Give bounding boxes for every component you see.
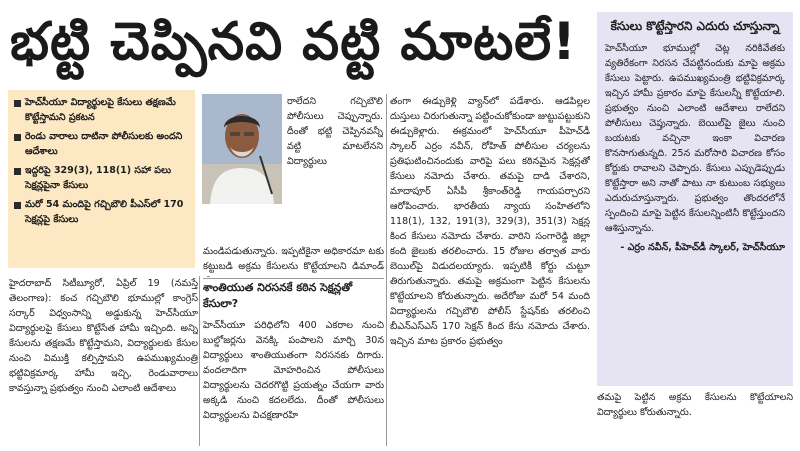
bullet-square-icon — [14, 202, 21, 209]
highlight-text: ఇద్దరిపై 329(3), 118(1) సహా పలు సెక్షన్లపైనా కేసులు — [25, 165, 171, 191]
bullet-square-icon — [14, 134, 21, 141]
bhatti-photo — [202, 94, 282, 204]
column-divider — [386, 94, 387, 446]
column-divider — [199, 276, 200, 446]
sidebar-body: హెచ్‌సీయూ భూముల్లో చెట్ల నరికివేతకు వ్యతిరేకంగా నిరసన చేపట్టినందుకు మాపై అక్రమ కేసులు పెట్టారు. ఉపముఖ్యమంత్రి భట్టివిక్రమార్క ఇచ్చిన హామీ ప్రకారం మాపై కేసులన్నీ కొట్టేయాలి. ప్రభుత్వం నుంచి ఎలాంటి ఆదేశాలు రాలేదని పోలీసులు చెప్తున్నారు. బెయిల్‌పై జైలు నుంచి బయటకు వచ్చినా ఇంకా విచారణ కొనసాగుతున్నది. 25న మరోసారి విచారణ కోసం కోర్టుకు రావాలని చెప్పారు. కేసులు ఎప్పుడెప్పుడు కొట్టేస్తారా అని నాతో పాటు నా కుటుంబ సభ్యులు ఎదురుచూస్తున్నారు. ప్రభుత్వం తొందరలోనే స్పందించి మాపై పెట్టిన కేసులన్నింటినీ కొట్టేస్తుందని ఆశిస్తున్నాను. — [605, 43, 785, 234]
article-paragraph: హెచ్‌సీయూ పరిధిలోని 400 ఎకరాల నుంచి బుల్డోజర్లను వెనక్కి పంపాలని మార్చి 30న విద్యార్థులు శాంతియుతంగా నిరసనకు దిగారు. వందలాదిగా మోహరించిన పోలీసులు విద్యార్థులను చెదరగొట్టి ప్రయత్నం చేయగా వారు అక్కడి నుంచి కదలలేదు. దీంతో పోలీసులు విద్యార్థులను విచక్షణారహి — [203, 320, 384, 421]
bullet-square-icon — [14, 100, 21, 107]
highlight-item — [14, 95, 189, 125]
highlight-text: హెచ్‌సీయూ విద్యార్థులపై కేసులు తక్షణమే కొట్టేస్తామని ప్రకటన — [25, 97, 176, 123]
highlights-box — [8, 90, 195, 268]
sidebar-signature: - ఎర్రం నవీన్, పీహెచ్‌డీ స్కాలర్, హెచ్‌సీయూ — [620, 242, 785, 253]
sidebar-title: కేసులు కొట్టేస్తారని ఎదురు చూస్తున్నా — [610, 19, 780, 33]
article-paragraph: తంగా ఈడ్చుకెళ్లి వ్యాన్‌లో పడేశారు. ఆడపిల్లల దుస్తులు చిరుగుతున్నా పట్టించుకోకుండా జుట్టుపట్టుకుని ఈడ్చుకెళ్లారు. ఈక్రమంలో హెచ్‌సీయూ పీహెచ్‌డీ స్కాలర్ ఎర్రం నవీన్, రోహిత్ పోలీసుల చర్యలను ప్రతిఘటించినందుకు వారిపై పలు కఠినమైన సెక్షన్లతో కేసులు నమోదు చేశారు. తమపై దాడి చేశారని, మాదాపూర్ ఏసీపీ శ్రీకాంత్‌రెడ్డి గాయపర్చారని ఆరోపించారు. భారతీయ న్యాయ సంహితలోని 118(1), 132, 191(3), 329(3), 351(3) సెక్షన్ల కింద కేసులు నమోదు చేశారు. వారిని సంగారెడ్డి జిల్లా కంది జైలుకు తరలించారు. 15 రోజుల తర్వాత వారు బెయిల్‌పై విడుదలయ్యారు. ఇప్పటికీ కోర్టు చుట్టూ తిరుగుతున్నారు. తమపై అక్రమంగా పెట్టిన కేసులను కొట్టేయాలని కోరుతున్నారు. అదేరోజు మరో 54 మంది విద్యార్థులను గచ్చిబౌలి పోలీస్ స్టేషన్‌కు తరలించి బీఎన్‌ఎస్‌ఎస్ 170 సెక్షన్ కింద కేసు నమోదు చేశారు. ఇచ్చిన మాట ప్రకారం ప్రభుత్వం — [390, 96, 590, 347]
quote-sidebar — [597, 12, 793, 386]
highlight-item — [14, 163, 189, 193]
article-paragraph: హైదరాబాద్ సిటీబ్యూరో, ఏప్రిల్ 19 (నమస్తే తెలంగాణ): కంచ గచ్చిబౌలి భూముల్లో కాంగ్రెస్ సర్కార్ విధ్వంసాన్ని అడ్డుకున్న హెచ్‌సీయూ విద్యార్థులపై కేసులు కొట్టేసేత హామీ ఇచ్చింది. అన్ని కేసులను తక్షణమే కొట్టేస్తామని, విద్యార్థులకు కేసుల నుంచి విముక్తి కల్పిస్తామని ఉపముఖ్యమంత్రి భట్టివిక్రమార్క హామీ ఇచ్చి, రెండువారాలు కావస్తున్నా ప్రభుత్వం నుంచి ఎలాంటి ఆదేశాలు — [9, 278, 198, 394]
article-paragraph: తమపై పెట్టిన అక్రమ కేసులను కొట్టేయాలని విద్యార్థులు కోరుతున్నారు. — [597, 392, 793, 418]
article-subheading: శాంతియుత నిరసనకే కఠిన సెక్షన్లతో కేసులా? — [203, 281, 353, 310]
person-portrait-icon — [202, 94, 282, 204]
highlight-text: మరో 54 మందిపై గచ్చిబౌలి పీఎస్‌లో 170 సెక్షన్లపై కేసులు — [25, 199, 184, 225]
highlight-text: రెండు వారాలు దాటినా పోలీసులకు అందని ఆదేశాలు — [25, 131, 183, 157]
photo-side-text: రాలేదని గచ్చిబౌలి పోలీసులు చెప్పున్నారు. దీంతో భట్టి చెప్పినవన్నీ వట్టి మాటలేనని విద్యార్థులు — [287, 96, 383, 167]
highlight-item — [14, 197, 189, 227]
article-headline: భట్టి చెప్పినవి వట్టి మాటలే! — [10, 12, 577, 72]
section-divider — [203, 278, 384, 279]
article-paragraph: మండిపడుతున్నారు. ఇప్పటికైనా అధికారమా టకు కట్టుబడి అక్రమ కేసులను కొట్టేయాలని డిమాండ్ — [203, 246, 384, 272]
highlight-item — [14, 129, 189, 159]
bullet-square-icon — [14, 168, 21, 175]
